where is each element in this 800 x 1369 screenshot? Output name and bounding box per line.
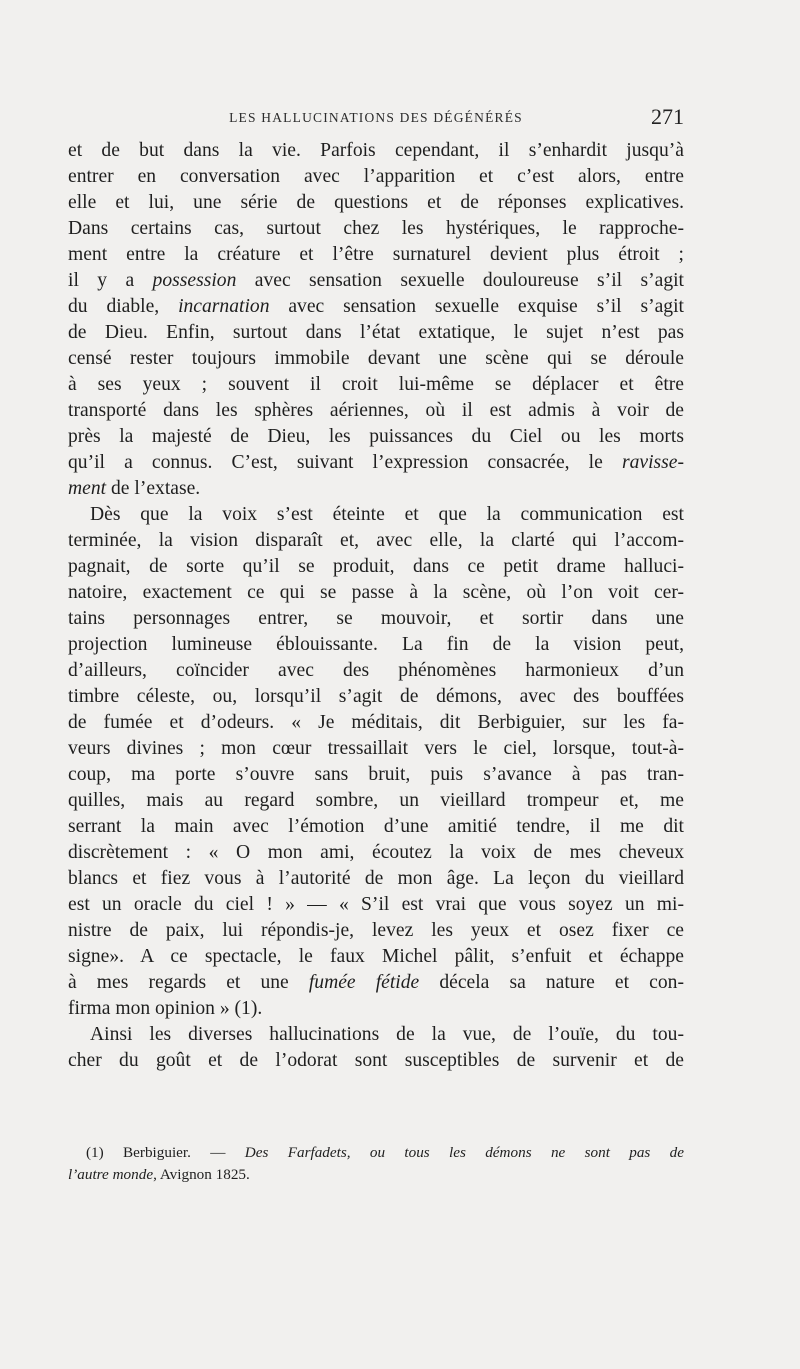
text-line: serrant la main avec l’émotion d’une amitié tendre, il me dit (68, 816, 684, 837)
footnote-segment: (1) Berbiguier. — (86, 1144, 245, 1161)
text-emphasis: fumée fétide (308, 972, 420, 993)
text-line: de fumée et d’odeurs. « Je méditais, dit Berbiguier, sur les fa- (68, 712, 684, 733)
text-line: signe». A ce spectacle, le faux Michel pâlit, s’enfuit et échappe (68, 946, 684, 967)
text-line: transporté dans les sphères aériennes, où il est admis à voir de (68, 400, 684, 421)
text-segment: avec sensation sexuelle douloureuse s’il s’agit (236, 270, 684, 291)
text-line (68, 268, 684, 294)
footnote-line (86, 1142, 684, 1164)
text-line: coup, ma porte s’ouvre sans bruit, puis s’avance à pas tran- (68, 764, 684, 785)
text-emphasis: ravisse- (621, 452, 684, 473)
text-line: de Dieu. Enfin, surtout dans l’état extatique, le sujet n’est pas (68, 322, 684, 343)
text-line: cher du goût et de l’odorat sont susceptibles de survenir et de (68, 1050, 684, 1071)
text-line: entrer en conversation avec l’apparition et c’est alors, entre (68, 166, 684, 187)
text-line: près la majesté de Dieu, les puissances du Ciel ou les morts (68, 426, 684, 447)
text-line: blancs et fiez vous à l’autorité de mon âge. La leçon du vieillard (68, 868, 684, 889)
text-line: et de but dans la vie. Parfois cependant, il s’enhardit jusqu’à (68, 140, 684, 161)
text-line: elle et lui, une série de questions et de réponses explicatives. (68, 192, 684, 213)
body-text (68, 138, 684, 1074)
text-line: quilles, mais au regard sombre, un vieillard trompeur et, me (68, 790, 684, 811)
text-line: discrètement : « O mon ami, écoutez la voix de mes cheveux (68, 842, 684, 863)
text-line: veurs divines ; mon cœur tressaillait vers le ciel, lorsque, tout-à- (68, 738, 684, 759)
text-segment: à mes regards et une (68, 972, 309, 993)
text-line: natoire, exactement ce qui se passe à la scène, où l’on voit cer- (68, 582, 684, 603)
running-head (68, 104, 684, 134)
text-emphasis: ment (68, 478, 107, 499)
text-line: est un oracle du ciel ! » — « S’il est vrai que vous soyez un mi- (68, 894, 684, 915)
text-segment: décela sa nature et con- (419, 972, 684, 993)
text-emphasis: incarnation (178, 296, 270, 317)
text-line (68, 970, 684, 996)
running-title: LES HALLUCINATIONS DES DÉGÉNÉRÉS (229, 110, 523, 125)
text-line: nistre de paix, lui répondis-je, levez les yeux et osez fixer ce (68, 920, 684, 941)
text-line: Dès que la voix s’est éteinte et que la communication est (90, 504, 684, 525)
text-segment: il y a (68, 270, 153, 291)
text-line: à ses yeux ; souvent il croit lui-même se déplacer et être (68, 374, 684, 395)
text-line: tains personnages entrer, se mouvoir, et sortir dans une (68, 608, 684, 629)
text-line (68, 294, 684, 320)
text-line: projection lumineuse éblouissante. La fin de la vision peut, (68, 634, 684, 655)
text-segment: avec sensation sexuelle exquise s’il s’agit (269, 296, 684, 317)
text-line: timbre céleste, ou, lorsqu’il s’agit de démons, avec des bouffées (68, 686, 684, 707)
footnote-emphasis: l’autre monde (68, 1166, 154, 1183)
text-segment: du diable, (68, 296, 179, 317)
text-line: Ainsi les diverses hallucinations de la vue, de l’ouïe, du tou- (90, 1024, 684, 1045)
text-line: d’ailleurs, coïncider avec des phénomènes harmonieux d’un (68, 660, 684, 681)
text-line: pagnait, de sorte qu’il se produit, dans ce petit drame halluci- (68, 556, 684, 577)
footnote-line (68, 1164, 684, 1186)
page-number: 271 (651, 104, 684, 129)
text-line: Dans certains cas, surtout chez les hystériques, le rapproche- (68, 218, 684, 239)
footnote-emphasis: Des Farfadets, ou tous les démons ne sont pas de (244, 1144, 684, 1161)
text-line: censé rester toujours immobile devant une scène qui se déroule (68, 348, 684, 369)
text-line (68, 476, 684, 502)
text-line: terminée, la vision disparaît et, avec elle, la clarté qui l’accom- (68, 530, 684, 551)
text-segment: de l’extase. (106, 478, 201, 499)
text-segment: qu’il a connus. C’est, suivant l’expression consacrée, le (68, 452, 622, 473)
footnote-segment: , Avignon 1825. (153, 1166, 250, 1183)
footnote (68, 1142, 684, 1186)
text-line: firma mon opinion » (1). (68, 998, 263, 1019)
text-emphasis: possession (152, 270, 237, 291)
text-line: ment entre la créature et l’être surnaturel devient plus étroit ; (68, 244, 684, 265)
text-line (68, 450, 684, 476)
